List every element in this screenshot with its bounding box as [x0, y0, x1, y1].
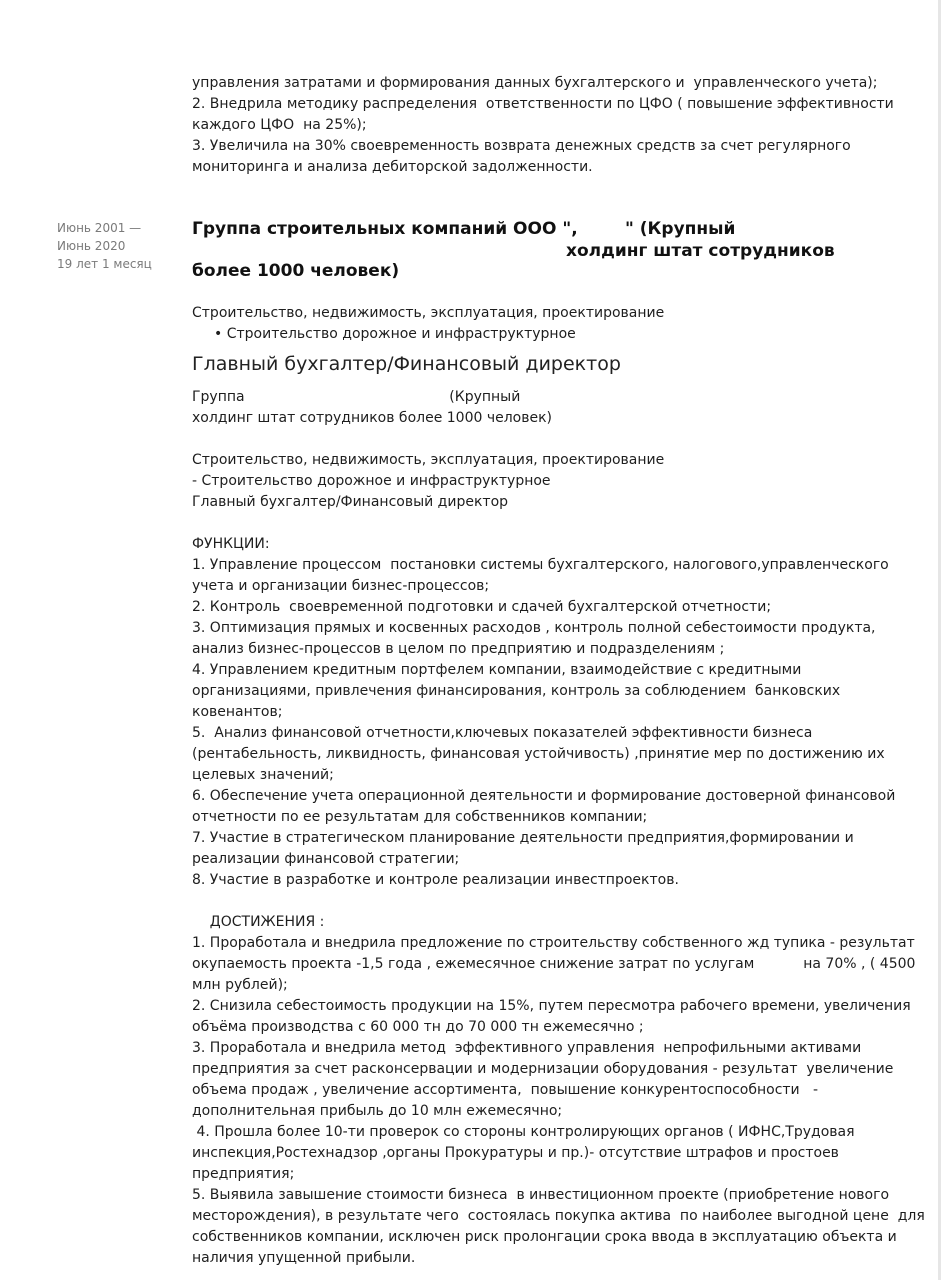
description-line — [192, 513, 892, 534]
description-line: целевых значений; — [192, 767, 334, 783]
description-line: предприятия; — [192, 1166, 295, 1182]
description-line: 2. Контроль своевременной подготовки и сдачей бухгалтерской отчетности; — [192, 599, 772, 615]
industry-line: Строительство, недвижимость, эксплуатация, проектирование — [192, 305, 665, 321]
description-line: Группа (Крупный — [192, 389, 521, 405]
description-line: отчетности по ее результатам для собственников компании; — [192, 809, 648, 825]
description-line: 3. Оптимизация прямых и косвенных расходов , контроль полной себестоимости продукта, — [192, 620, 876, 636]
description-line: 5. Выявила завышение стоимости бизнеса в инвестиционном проекте (приобретение нового — [192, 1187, 890, 1203]
description-line: реализации финансовой стратегии; — [192, 851, 460, 867]
description-line: месторождения), в результате чего состоялась покупка актива по наиболее выгодной цене для — [192, 1208, 925, 1224]
description-line: 3. Проработала и внедрила метод эффективного управления непрофильными активами — [192, 1040, 862, 1056]
description-line: дополнительная прибыль до 10 млн ежемесячно; — [192, 1103, 563, 1119]
description-line: (рентабельность, ликвидность, финансовая устойчивость) ,принятие мер по достижению их — [192, 746, 885, 762]
description-line: 1. Управление процессом постановки системы бухгалтерского, налогового,управленческого — [192, 557, 889, 573]
position-title: Главный бухгалтер/Финансовый директор — [192, 353, 621, 375]
description-line: 2. Снизила себестоимость продукции на 15%, путем пересмотра рабочего времени, увеличения — [192, 998, 911, 1014]
company-title-line: холдинг штат сотрудников — [566, 241, 835, 261]
text-line: управления затратами и формирования данных бухгалтерского и управленческого учета); — [192, 75, 878, 91]
description-line: объема продаж , увеличение ассортимента, повышение конкурентоспособности - — [192, 1082, 819, 1098]
text-line: 3. Увеличила на 30% своевременность возврата денежных средств за счет регулярного — [192, 138, 851, 154]
period-start: Июнь 2001 — — [57, 221, 142, 235]
description-line: инспекция,Ростехнадзор ,органы Прокуратуры и пр.)- отсутствие штрафов и простоев — [192, 1145, 839, 1161]
industry-block — [192, 303, 892, 345]
previous-achievements — [192, 73, 892, 178]
description-line: собственников компании, исключен риск пролонгации срока ввода в эксплуатацию объекта и — [192, 1229, 897, 1245]
description-line: 4. Управлением кредитным портфелем компании, взаимодействие с кредитными — [192, 662, 802, 678]
text-line: мониторинга и анализа дебиторской задолженности. — [192, 159, 593, 175]
period-duration: 19 лет 1 месяц — [57, 257, 152, 271]
description-line: ДОСТИЖЕНИЯ : — [192, 914, 325, 930]
description-line: организациями, привлечения финансирования, контроль за соблюдением банковских — [192, 683, 841, 699]
description-line: 6. Обеспечение учета операционной деятельности и формирование достоверной финансовой — [192, 788, 896, 804]
description-line: предприятия за счет расконсервации и модернизации оборудования - результат увеличение — [192, 1061, 894, 1077]
company-title-line: Группа строительных компаний ООО ", " (Крупный — [192, 219, 736, 239]
description-line: 8. Участие в разработке и контроле реализации инвестпроектов. — [192, 872, 679, 888]
description-line: ФУНКЦИИ: — [192, 536, 270, 552]
description-line: холдинг штат сотрудников более 1000 человек) — [192, 410, 553, 426]
description-line: Главный бухгалтер/Финансовый директор — [192, 494, 509, 510]
company-title-line: более 1000 человек) — [192, 261, 400, 281]
description-line: 7. Участие в стратегическом планирование деятельности предприятия,формировании и — [192, 830, 854, 846]
description-line: анализ бизнес-процессов в целом по предприятию и подразделениям ; — [192, 641, 725, 657]
industry-bullet: • Строительство дорожное и инфраструктурное — [214, 326, 576, 342]
description-line: учета и организации бизнес-процессов; — [192, 578, 490, 594]
period-end: Июнь 2020 — [57, 239, 126, 253]
text-line: 2. Внедрила методику распределения ответственности по ЦФО ( повышение эффективности — [192, 96, 894, 112]
description-line: 5. Анализ финансовой отчетности,ключевых показателей эффективности бизнеса — [192, 725, 813, 741]
description-line: млн рублей); — [192, 977, 288, 993]
description-line: Строительство, недвижимость, эксплуатация, проектирование — [192, 452, 665, 468]
description-line: 4. Прошла более 10-ти проверок со стороны контролирующих органов ( ИФНС,Трудовая — [192, 1124, 855, 1140]
description-line: окупаемость проекта -1,5 года , ежемесячное снижение затрат по услугам на 70% , ( 4500 — [192, 956, 916, 972]
description-line: объёма производства с 60 000 тн до 70 000 тн ежемесячно ; — [192, 1019, 644, 1035]
description-line: 1. Проработала и внедрила предложение по строительству собственного жд тупика - результат — [192, 935, 915, 951]
description-line: - Строительство дорожное и инфраструктурное — [192, 473, 551, 489]
job-description — [192, 387, 925, 1269]
description-line: ковенантов; — [192, 704, 283, 720]
description-line — [192, 891, 892, 912]
work-period — [57, 219, 152, 273]
description-line — [192, 429, 892, 450]
text-line: каждого ЦФО на 25%); — [192, 117, 367, 133]
description-line: наличия упущенной прибыли. — [192, 1250, 416, 1266]
